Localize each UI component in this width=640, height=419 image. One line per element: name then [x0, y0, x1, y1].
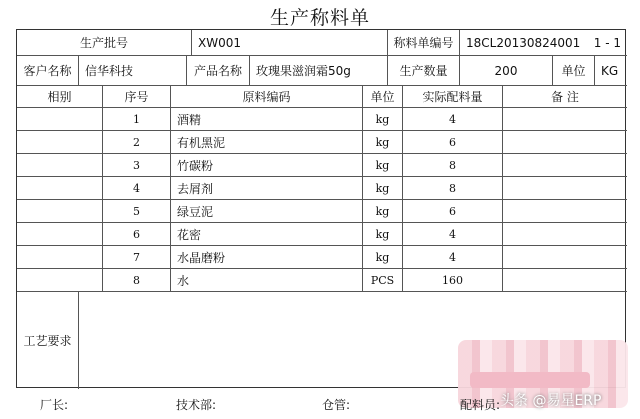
col-header-material: 原料编码	[171, 86, 363, 108]
row-unit: kg	[363, 246, 403, 269]
row-no: 7	[103, 246, 171, 269]
customer-label: 客户名称	[17, 56, 79, 86]
row-unit: kg	[363, 108, 403, 131]
technical-dept-label: 技术部:	[176, 398, 217, 412]
table-row	[17, 223, 103, 246]
row-material: 花密	[171, 223, 363, 246]
table-row	[17, 108, 103, 131]
row-qty: 8	[403, 154, 503, 177]
row-unit: kg	[363, 200, 403, 223]
row-no: 5	[103, 200, 171, 223]
row-remark	[503, 200, 627, 223]
col-header-no: 序号	[103, 86, 171, 108]
row-qty: 4	[403, 223, 503, 246]
product-label: 产品名称	[187, 56, 250, 86]
row-no: 1	[103, 108, 171, 131]
row-unit: kg	[363, 223, 403, 246]
product-value: 玫瑰果滋润霜50g	[250, 56, 388, 86]
customer-value: 信华科技	[79, 56, 187, 86]
row-qty: 4	[403, 108, 503, 131]
row-material: 竹碳粉	[171, 154, 363, 177]
row-qty: 6	[403, 131, 503, 154]
table-row	[17, 200, 103, 223]
factory-manager-label: 厂长:	[40, 398, 69, 412]
dispenser-label: 配料员:	[460, 398, 501, 412]
row-remark	[503, 246, 627, 269]
row-no: 8	[103, 269, 171, 292]
table-row	[17, 154, 103, 177]
doc-no-text: 18CL20130824001	[466, 35, 581, 50]
row-qty: 160	[403, 269, 503, 292]
unit-value: KG	[595, 56, 627, 86]
process-label: 工艺要求	[17, 292, 79, 389]
unit-label: 单位	[553, 56, 595, 86]
production-weighing-form	[16, 29, 626, 388]
row-unit: PCS	[363, 269, 403, 292]
batch-value: XW001	[192, 30, 388, 56]
col-header-qty: 实际配料量	[403, 86, 503, 108]
row-material: 有机黑泥	[171, 131, 363, 154]
table-row	[17, 177, 103, 200]
row-material: 水晶磨粉	[171, 246, 363, 269]
quantity-label: 生产数量	[388, 56, 460, 86]
row-no: 2	[103, 131, 171, 154]
row-qty: 4	[403, 246, 503, 269]
row-qty: 6	[403, 200, 503, 223]
row-unit: kg	[363, 154, 403, 177]
row-no: 4	[103, 177, 171, 200]
row-material: 绿豆泥	[171, 200, 363, 223]
table-row	[17, 269, 103, 292]
row-no: 6	[103, 223, 171, 246]
row-remark	[503, 131, 627, 154]
redacted-line	[470, 372, 590, 388]
row-remark	[503, 177, 627, 200]
doc-no-label: 称料单编号	[388, 30, 460, 56]
warehouse-label: 仓管:	[322, 398, 351, 412]
row-material: 酒精	[171, 108, 363, 131]
row-unit: kg	[363, 177, 403, 200]
row-no: 3	[103, 154, 171, 177]
row-remark	[503, 154, 627, 177]
row-remark	[503, 108, 627, 131]
page-indicator: 1 - 1	[593, 35, 621, 50]
table-row	[17, 246, 103, 269]
quantity-value: 200	[460, 56, 553, 86]
doc-no-value	[460, 30, 627, 56]
row-material: 去屑剂	[171, 177, 363, 200]
col-header-phase: 相别	[17, 86, 103, 108]
row-unit: kg	[363, 131, 403, 154]
batch-label: 生产批号	[17, 30, 192, 56]
col-header-remark: 备 注	[503, 86, 627, 108]
row-remark	[503, 269, 627, 292]
row-qty: 8	[403, 177, 503, 200]
col-header-unit: 单位	[363, 86, 403, 108]
table-row	[17, 131, 103, 154]
row-material: 水	[171, 269, 363, 292]
row-remark	[503, 223, 627, 246]
watermark-text: 头条 @易星ERP	[500, 393, 602, 409]
document-title: 生产称料单	[269, 7, 370, 29]
